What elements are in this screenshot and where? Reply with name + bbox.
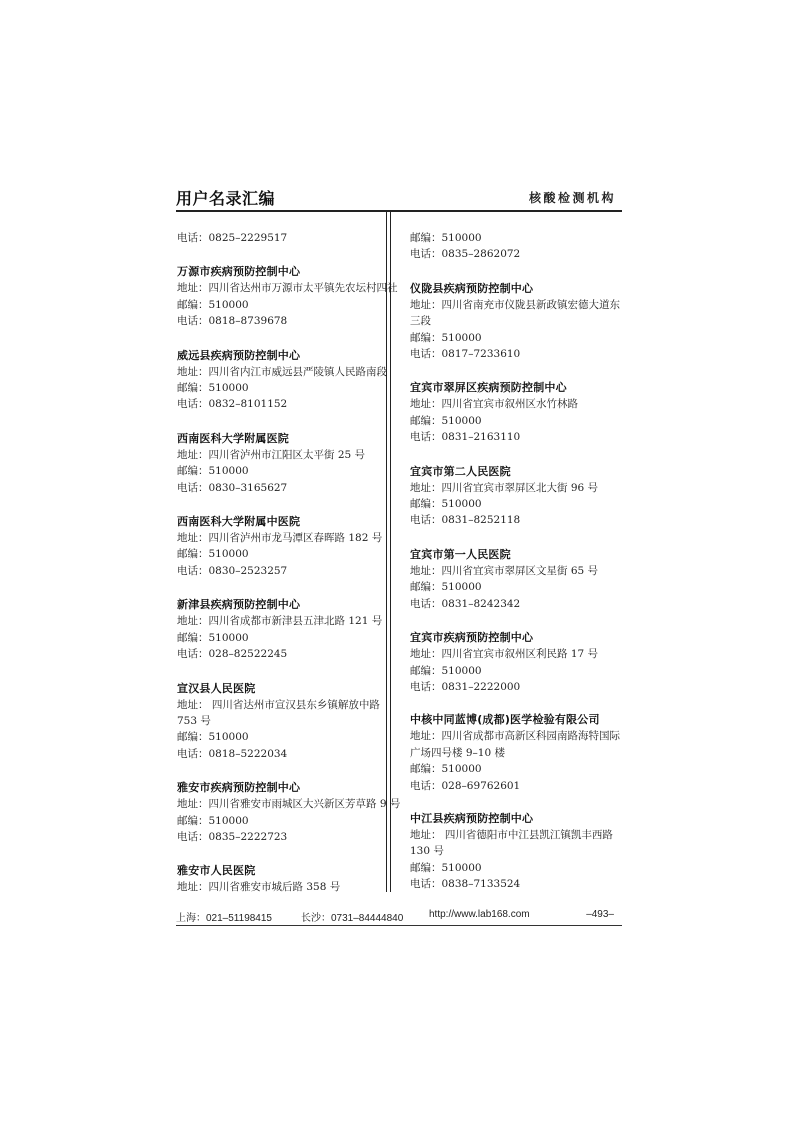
directory-entry [410,546,632,612]
directory-entry [177,596,399,662]
footer-website-link[interactable]: http://www.lab168.com [429,909,530,920]
entry-phone: 电话：028–82522245 [177,648,288,661]
entry-address: 地址：四川省宜宾市叙州区利民路 17 号 [410,648,599,661]
entry-postcode: 邮编：510000 [410,331,482,344]
directory-entry [410,379,632,445]
directory-entry [177,263,399,329]
section-title: 核酸检测机构 [528,191,616,205]
entry-address: 地址：四川省南充市仪陇县新政镇宏德大道东 [410,298,620,311]
page-number: –493– [586,909,614,920]
directory-entry [177,680,399,763]
directory-entry [177,513,399,579]
entry-name: 万源市疾病预防控制中心 [177,265,301,279]
page-header [176,186,620,210]
directory-entry [410,711,632,794]
entry-address: 地址：四川省成都市新津县五津北路 121 号 [177,615,383,628]
directory-entry-continued [177,230,399,246]
directory-entry [410,629,632,695]
footer-shanghai-phone: 上海：021–51198415 [176,913,272,924]
directory-entry [177,347,399,413]
entry-phone: 电话：0830–2523257 [177,564,288,577]
entry-phone: 电话：0832–8101152 [177,398,288,411]
entry-postcode: 邮编：510000 [177,298,249,311]
page-title: 用户名录汇编 [176,189,276,208]
entry-address-cont: 三段 [410,315,431,328]
entry-postcode: 邮编：510000 [177,548,249,561]
entry-address: 地址：四川省内江市威远县严陵镇人民路南段 [177,365,387,378]
entry-phone: 电话：0835–2222723 [177,830,288,843]
entry-name: 西南医科大学附属医院 [177,431,289,445]
entry-name: 中核中同蓝博(成都)医学检验有限公司 [410,713,600,727]
entry-phone: 电话：0825–2229517 [177,232,288,244]
footer-changsha-phone: 长沙：0731–84444840 [301,913,404,924]
entry-address: 地址：四川省宜宾市叙州区水竹林路 [410,398,578,411]
entry-name: 西南医科大学附属中医院 [177,515,301,529]
header-rule [176,210,622,212]
entry-address: 地址： 四川省德阳市中江县凯江镇凯丰西路 [410,828,613,841]
entry-postcode: 邮编：510000 [410,498,482,511]
entry-address-cont: 广场四号楼 9–10 楼 [410,746,505,759]
entry-name: 宣汉县人民医院 [177,681,256,695]
entry-postcode: 邮编：510000 [177,382,249,395]
directory-entry [177,862,399,895]
entry-address-cont: 753 号 [177,714,211,727]
entry-address: 地址：四川省雅安市城后路 358 号 [177,881,341,894]
entry-postcode: 邮编：510000 [177,465,249,478]
entry-phone: 电话：0818–8739678 [177,315,288,328]
entry-phone: 电话：0831–2222000 [410,680,521,693]
entry-postcode: 邮编：510000 [410,861,482,874]
entry-address: 地址：四川省成都市高新区科园南路海特国际 [410,730,620,743]
entry-phone: 电话：0830–3165627 [177,481,288,494]
left-column [177,230,399,913]
entry-phone: 电话：0838–7133524 [410,878,521,891]
entry-phone: 电话：0831–8242342 [410,597,521,610]
entry-phone: 电话：0818–5222034 [177,747,288,760]
entry-postcode: 邮编：510000 [177,814,249,827]
entry-address: 地址：四川省达州市万源市太平镇先农坛村四社 [177,282,398,295]
directory-entry [410,280,632,363]
entry-address: 地址：四川省宜宾市翠屏区文星街 65 号 [410,564,599,577]
entry-phone: 电话：028–69762601 [410,779,521,792]
entry-postcode: 邮编：510000 [410,664,482,677]
entry-name: 威远县疾病预防控制中心 [177,348,301,362]
entry-address: 地址：四川省泸州市龙马潭区春晖路 182 号 [177,532,383,545]
right-column [410,230,632,910]
entry-name: 仪陇县疾病预防控制中心 [410,281,534,295]
entry-address: 地址： 四川省达州市宣汉县东乡镇解放中路 [177,698,380,711]
entry-name: 宜宾市第二人民医院 [410,464,511,478]
directory-entry [177,430,399,496]
directory-entry [410,463,632,529]
directory-entry [410,810,632,893]
footer-rule [176,925,622,926]
entry-name: 雅安市疾病预防控制中心 [177,781,301,795]
entry-name: 雅安市人民医院 [177,864,256,878]
entry-postcode: 邮编：510000 [410,232,482,244]
entry-phone: 电话：0831–8252118 [410,514,521,527]
entry-postcode: 邮编：510000 [410,763,482,776]
entry-postcode: 邮编：510000 [410,581,482,594]
entry-name: 中江县疾病预防控制中心 [410,811,534,825]
entry-name: 新津县疾病预防控制中心 [177,598,301,612]
directory-entry-continued [410,230,632,263]
directory-entry [177,779,399,845]
entry-name: 宜宾市第一人民医院 [410,547,511,561]
entry-phone: 电话：0817–7233610 [410,348,521,361]
entry-phone: 电话：0835–2862072 [410,248,521,261]
entry-phone: 电话：0831–2163110 [410,431,521,444]
entry-postcode: 邮编：510000 [177,631,249,644]
entry-name: 宜宾市翠屏区疾病预防控制中心 [410,381,567,395]
entry-postcode: 邮编：510000 [410,414,482,427]
page-footer [176,909,622,925]
entry-postcode: 邮编：510000 [177,731,249,744]
entry-address-cont: 130 号 [410,845,444,858]
entry-address: 地址：四川省泸州市江阳区太平街 25 号 [177,448,366,461]
entry-address: 地址：四川省宜宾市翠屏区北大街 96 号 [410,481,599,494]
entry-address: 地址：四川省雅安市雨城区大兴新区芳草路 9 号 [177,798,401,811]
entry-name: 宜宾市疾病预防控制中心 [410,631,534,645]
